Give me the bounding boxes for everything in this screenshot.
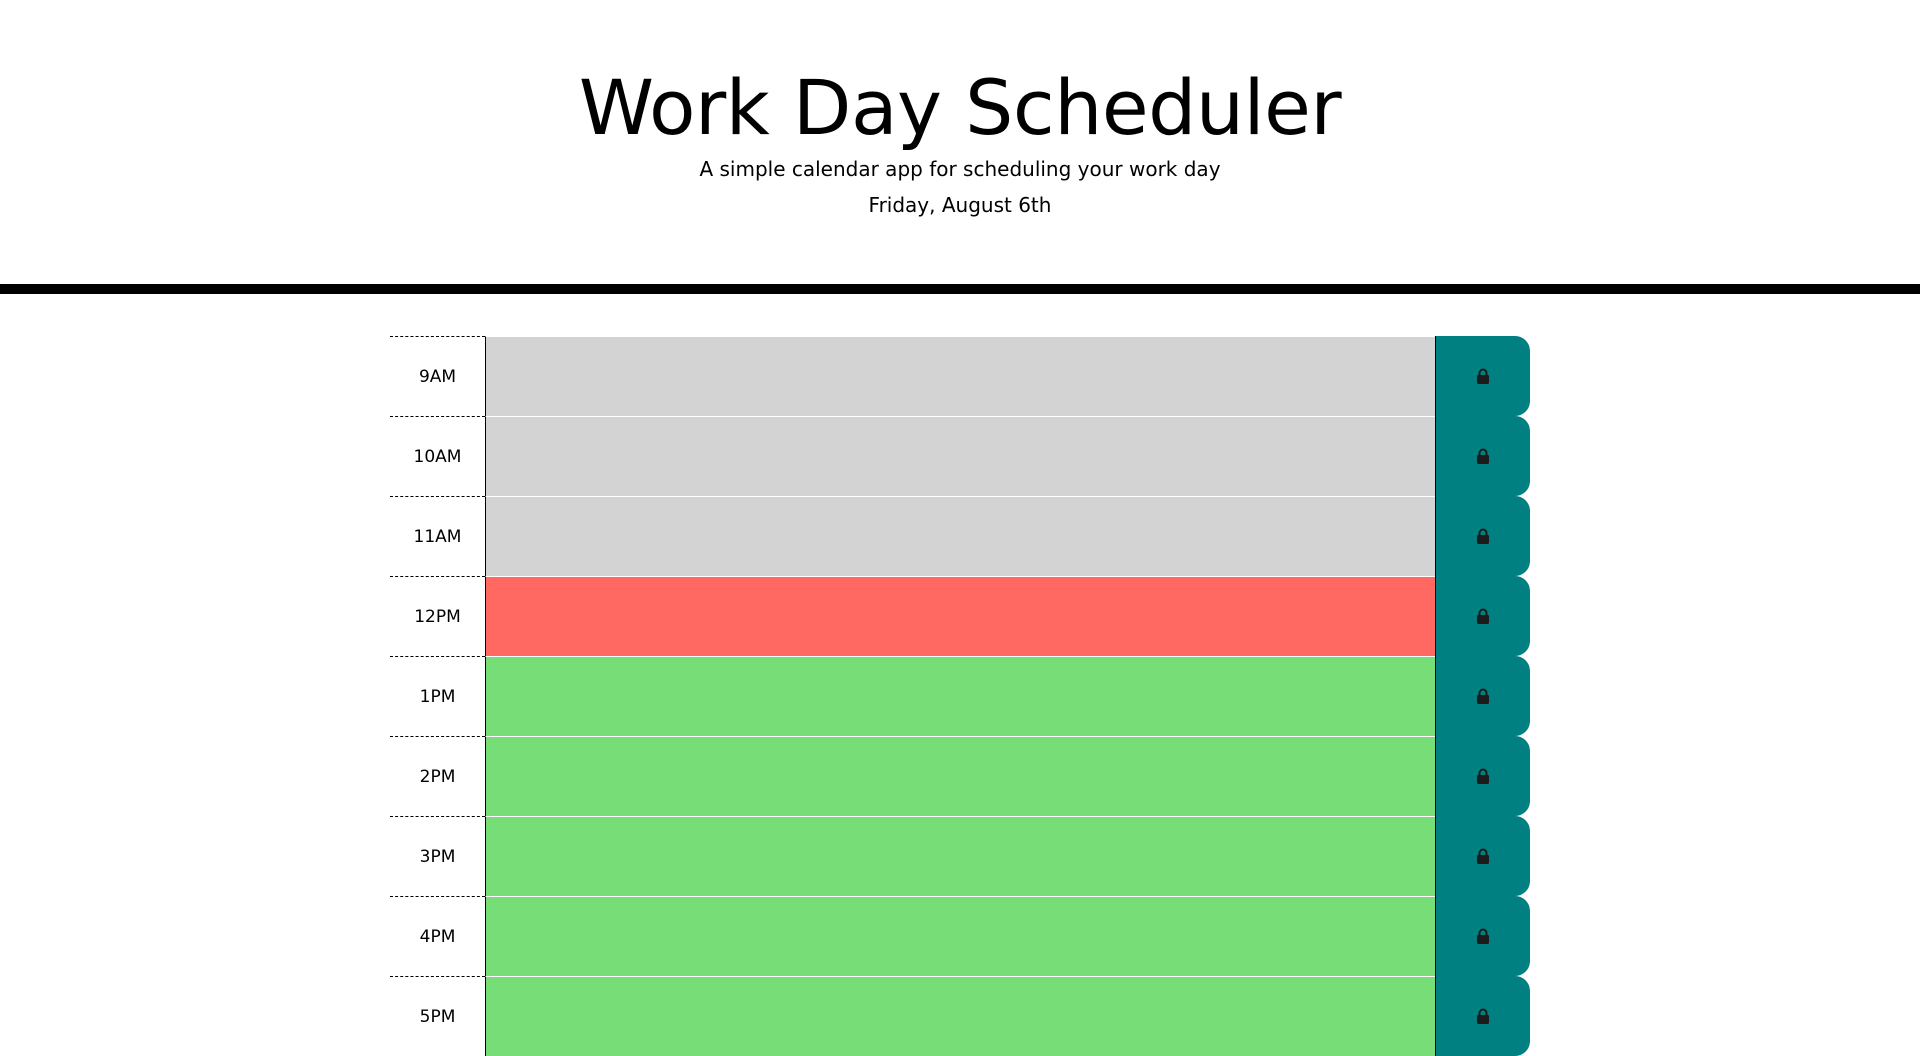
time-block — [390, 736, 1530, 816]
page-subtitle: A simple calendar app for scheduling your work day — [699, 157, 1221, 181]
hour-label: 2PM — [390, 736, 485, 816]
time-block — [390, 336, 1530, 416]
hour-label: 4PM — [390, 896, 485, 976]
event-description-input[interactable] — [485, 496, 1435, 576]
hour-label: 10AM — [390, 416, 485, 496]
save-button[interactable] — [1435, 816, 1530, 896]
save-button[interactable] — [1435, 976, 1530, 1056]
event-description-input[interactable] — [485, 656, 1435, 736]
save-button[interactable] — [1435, 656, 1530, 736]
event-description-input[interactable] — [485, 816, 1435, 896]
save-button[interactable] — [1435, 416, 1530, 496]
event-description-input[interactable] — [485, 736, 1435, 816]
event-description-input[interactable] — [485, 896, 1435, 976]
lock-icon — [1476, 688, 1490, 704]
time-block — [390, 496, 1530, 576]
lock-icon — [1476, 368, 1490, 384]
save-button[interactable] — [1435, 576, 1530, 656]
hour-label: 11AM — [390, 496, 485, 576]
time-block-list — [390, 336, 1530, 1056]
lock-icon — [1476, 448, 1490, 464]
time-block — [390, 416, 1530, 496]
hour-label: 12PM — [390, 576, 485, 656]
hour-label: 9AM — [390, 336, 485, 416]
lock-icon — [1476, 768, 1490, 784]
save-button[interactable] — [1435, 896, 1530, 976]
lock-icon — [1476, 608, 1490, 624]
header — [0, 0, 1920, 294]
event-description-input[interactable] — [485, 576, 1435, 656]
current-day: Friday, August 6th — [868, 193, 1052, 217]
hour-label: 3PM — [390, 816, 485, 896]
save-button[interactable] — [1435, 336, 1530, 416]
save-button[interactable] — [1435, 496, 1530, 576]
hour-label: 5PM — [390, 976, 485, 1056]
lock-icon — [1476, 1008, 1490, 1024]
event-description-input[interactable] — [485, 336, 1435, 416]
hour-label: 1PM — [390, 656, 485, 736]
event-description-input[interactable] — [485, 416, 1435, 496]
time-block — [390, 576, 1530, 656]
save-button[interactable] — [1435, 736, 1530, 816]
time-block — [390, 896, 1530, 976]
page-title: Work Day Scheduler — [578, 63, 1342, 152]
time-block — [390, 656, 1530, 736]
time-block — [390, 976, 1530, 1056]
event-description-input[interactable] — [485, 976, 1435, 1056]
lock-icon — [1476, 928, 1490, 944]
time-block — [390, 816, 1530, 896]
lock-icon — [1476, 848, 1490, 864]
lock-icon — [1476, 528, 1490, 544]
